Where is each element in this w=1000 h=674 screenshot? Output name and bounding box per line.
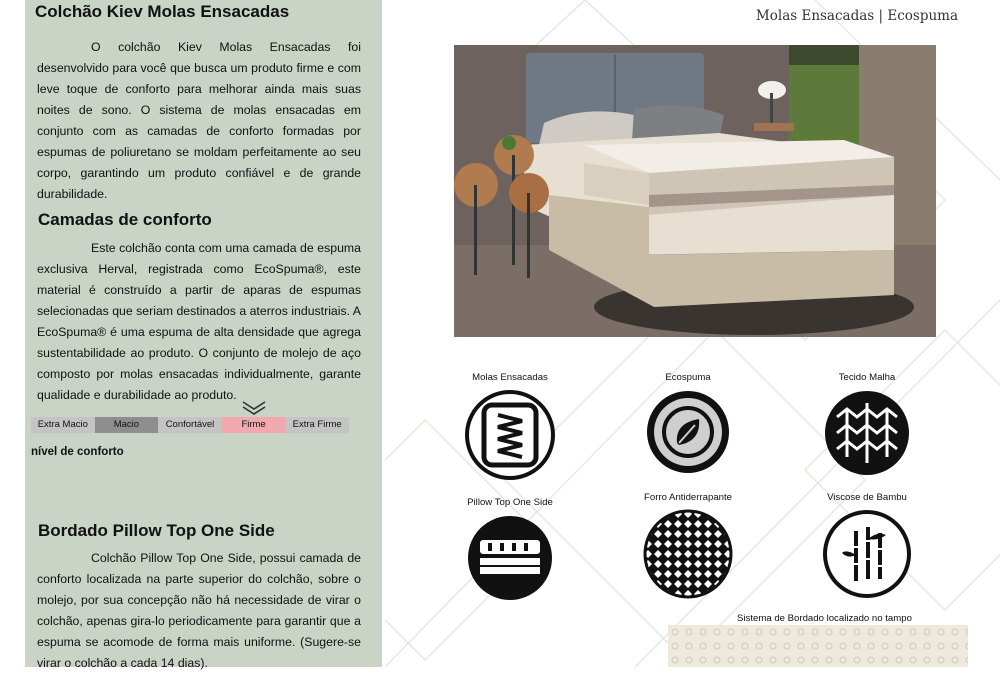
pillow-top-icon bbox=[466, 514, 554, 602]
knit-fabric-icon bbox=[823, 389, 911, 477]
feature-molas-ensacadas bbox=[435, 372, 585, 481]
comfort-level-confortavel: Confortável bbox=[158, 417, 222, 433]
feature-tecido-malha bbox=[792, 372, 942, 477]
comfort-level-firme: Firme bbox=[222, 417, 286, 433]
product-panel bbox=[385, 0, 1000, 667]
comfort-scale bbox=[31, 417, 349, 433]
leaf-icon bbox=[645, 389, 731, 475]
feature-viscose-bambu bbox=[792, 492, 942, 599]
feature-label-forro: Forro Antiderrapante bbox=[644, 492, 732, 503]
comfort-level-macio: Macio bbox=[95, 417, 159, 433]
feature-pillow-top bbox=[435, 497, 585, 602]
feature-label-molas: Molas Ensacadas bbox=[472, 372, 548, 383]
feature-forro-antiderrapante bbox=[613, 492, 763, 599]
description-kiev: O colchão Kiev Molas Ensacadas foi desenvolvido para você que busca um produto firme e com leve toque de conforto para melhorar ainda mais suas noites de sono. O sistema de molas ensacadas em conjunto com as camadas de conforto formadas por espumas de poliuretano se moldam perfeitamente ao seu corpo, garantindo um produto confiável e de grande durabilidade. bbox=[37, 40, 361, 201]
feature-label-tecido: Tecido Malha bbox=[838, 372, 896, 383]
brand-line: Molas Ensacadas | Ecospuma bbox=[755, 8, 958, 24]
feature-label-ecospuma: Ecospuma bbox=[665, 372, 711, 383]
title-comfort-layers: Camadas de conforto bbox=[38, 210, 212, 229]
mattress-photo bbox=[454, 45, 936, 337]
bamboo-icon bbox=[822, 509, 912, 599]
feature-label-pillow: Pillow Top One Side bbox=[467, 497, 553, 508]
title-pillow-top: Bordado Pillow Top One Side bbox=[38, 521, 275, 540]
non-slip-icon bbox=[643, 509, 733, 599]
description-pillow-top: Colchão Pillow Top One Side, possui camada de conforto localizada na parte superior do colchão, sobre o molejo, por sua concepção não há necessidade de virar o colchão, apenas gira-lo periodicamente para garantir que a espuma se acomode de forma mais uniforme. (Sugere-se virar o colchão a cada 14 dias). bbox=[37, 551, 361, 670]
embroidery-caption: Sistema de Bordado localizado no tampo bbox=[737, 613, 912, 624]
description-comfort-layers: Este colchão conta com uma camada de espuma exclusiva Herval, registrada como EcoSpuma®, este material é construído a partir de aparas de espumas selecionadas que seriam destinados a aterros industriais. A EcoSpuma® é uma espuma de alta densidade que agrega sustentabilidade ao produto. O conjunto de molejo de aço composto por molas ensacadas individualmente, garante qualidade e durabilidade ao produto. bbox=[37, 241, 361, 402]
feature-ecospuma bbox=[613, 372, 763, 475]
title-kiev: Colchão Kiev Molas Ensacadas bbox=[35, 2, 290, 21]
comfort-level-extra-firme: Extra Firme bbox=[285, 417, 349, 433]
springs-icon bbox=[464, 389, 556, 481]
chevron-down-icon bbox=[240, 400, 268, 416]
comfort-level-extra-macio: Extra Macio bbox=[31, 417, 95, 433]
embroidery-swatch bbox=[668, 625, 968, 667]
feature-label-viscose: Viscose de Bambu bbox=[827, 492, 907, 503]
comfort-level-caption: nível de conforto bbox=[31, 446, 124, 458]
